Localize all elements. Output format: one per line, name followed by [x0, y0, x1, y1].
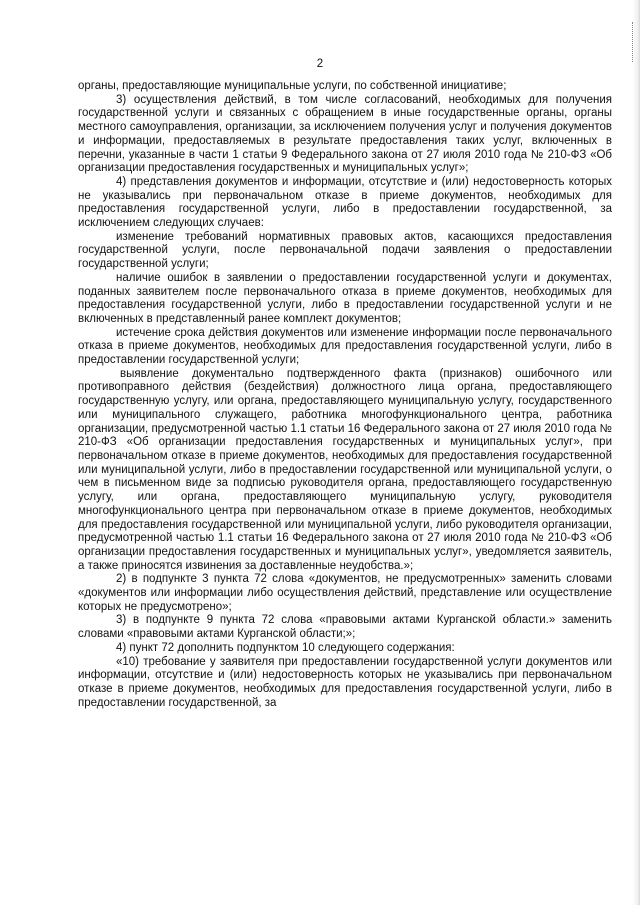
- paragraph: «10) требование у заявителя при предоставлении государственной услуги документов или информации, отсутствие и (или) недостоверность которых не указывались при первоначальном отказе в приеме документов, необходимых для предоставления государственной услуги, либо в предоставлении государственной, за: [78, 655, 612, 709]
- paragraph: наличие ошибок в заявлении о предоставлении государственной услуги и документах, поданных заявителем после первоначального отказа в приеме документов, необходимых для предоставления государственной услуги, либо в предоставлении государственной услуги и не включенных в представленный ранее комплект документов;: [78, 271, 612, 325]
- paragraph: 4) представления документов и информации, отсутствие и (или) недостоверность которых не указывались при первоначальном отказе в приеме документов, необходимых для предоставления государственной услуги, либо в предоставлении государственной, за исключением следующих случаев:: [78, 175, 612, 230]
- scan-marks: [632, 22, 639, 62]
- paragraph: истечение срока действия документов или изменение информации после первоначального отказа в приеме документов, необходимых для предоставления государственной услуги, либо в предоставлении государственной услуги;: [78, 326, 612, 367]
- paragraph: 2) в подпункте 3 пункта 72 слова «документов, не предусмотренных» заменить словами «документов или информации либо осуществления действий, представление или осуществление которых не предусмотрено»;: [78, 573, 612, 613]
- scan-edge: [632, 0, 640, 905]
- paragraph: 4) пункт 72 дополнить подпунктом 10 следующего содержания:: [116, 641, 455, 654]
- paragraph: изменение требований нормативных правовых актов, касающихся предоставления государственной услуги, после первоначальной подачи заявления о предоставлении государственной услуги;: [78, 230, 612, 271]
- paragraph: органы, предоставляющие муниципальные услуги, по собственной инициативе;: [78, 80, 507, 92]
- document-body: [78, 80, 612, 710]
- paragraph: 3) в подпункте 9 пункта 72 слова «правовыми актами Курганской области.» заменить словами «правовыми актами Курганской области;»;: [78, 614, 612, 641]
- page-number: 2: [316, 58, 324, 70]
- paragraph: 3) осуществления действий, в том числе согласований, необходимых для получения государственной услуги и связанных с обращением в иные государственные органы, органы местного самоуправления, организации, за исключением получения услуг и получения документов и информации, предоставляемых в результате предоставления таких услуг, включенных в перечни, указанные в части 1 статьи 9 Федерального закона от 27 июля 2010 года № 210-ФЗ «Об организации предоставления государственных и муниципальных услуг»;: [78, 93, 612, 175]
- paragraph: выявление документально подтвержденного факта (признаков) ошибочного или противоправного действия (бездействия) должностного лица органа, предоставляющего государственную услугу, или органа, предоставляющего муниципальную услугу, государственного или муниципального служащего, работника многофункционального центра, работника организации, предусмотренной частью 1.1 статьи 16 Федерального закона от 27 июля 2010 года № 210-ФЗ «Об организации предоставления государственных и муниципальных услуг», при первоначальном отказе в приеме документов, необходимых для предоставления государственной или муниципальной услуги, либо в предоставлении государственной или муниципальной услуги, о чем в письменном виде за подписью руководителя органа, предоставляющего государственную услугу, или органа, предоставляющего муниципальную услугу, руководителя многофункционального центра при первоначальном отказе в приеме документов, необходимых для предоставления государственной или муниципальной услуги, либо руководителя организации, предусмотренной частью 1.1 статьи 16 Федерального закона от 27 июля 2010 года № 210-ФЗ «Об организации предоставления государственных и муниципальных услуг», уведомляется заявитель, а также приносятся извинения за доставленные неудобства.»;: [78, 367, 612, 572]
